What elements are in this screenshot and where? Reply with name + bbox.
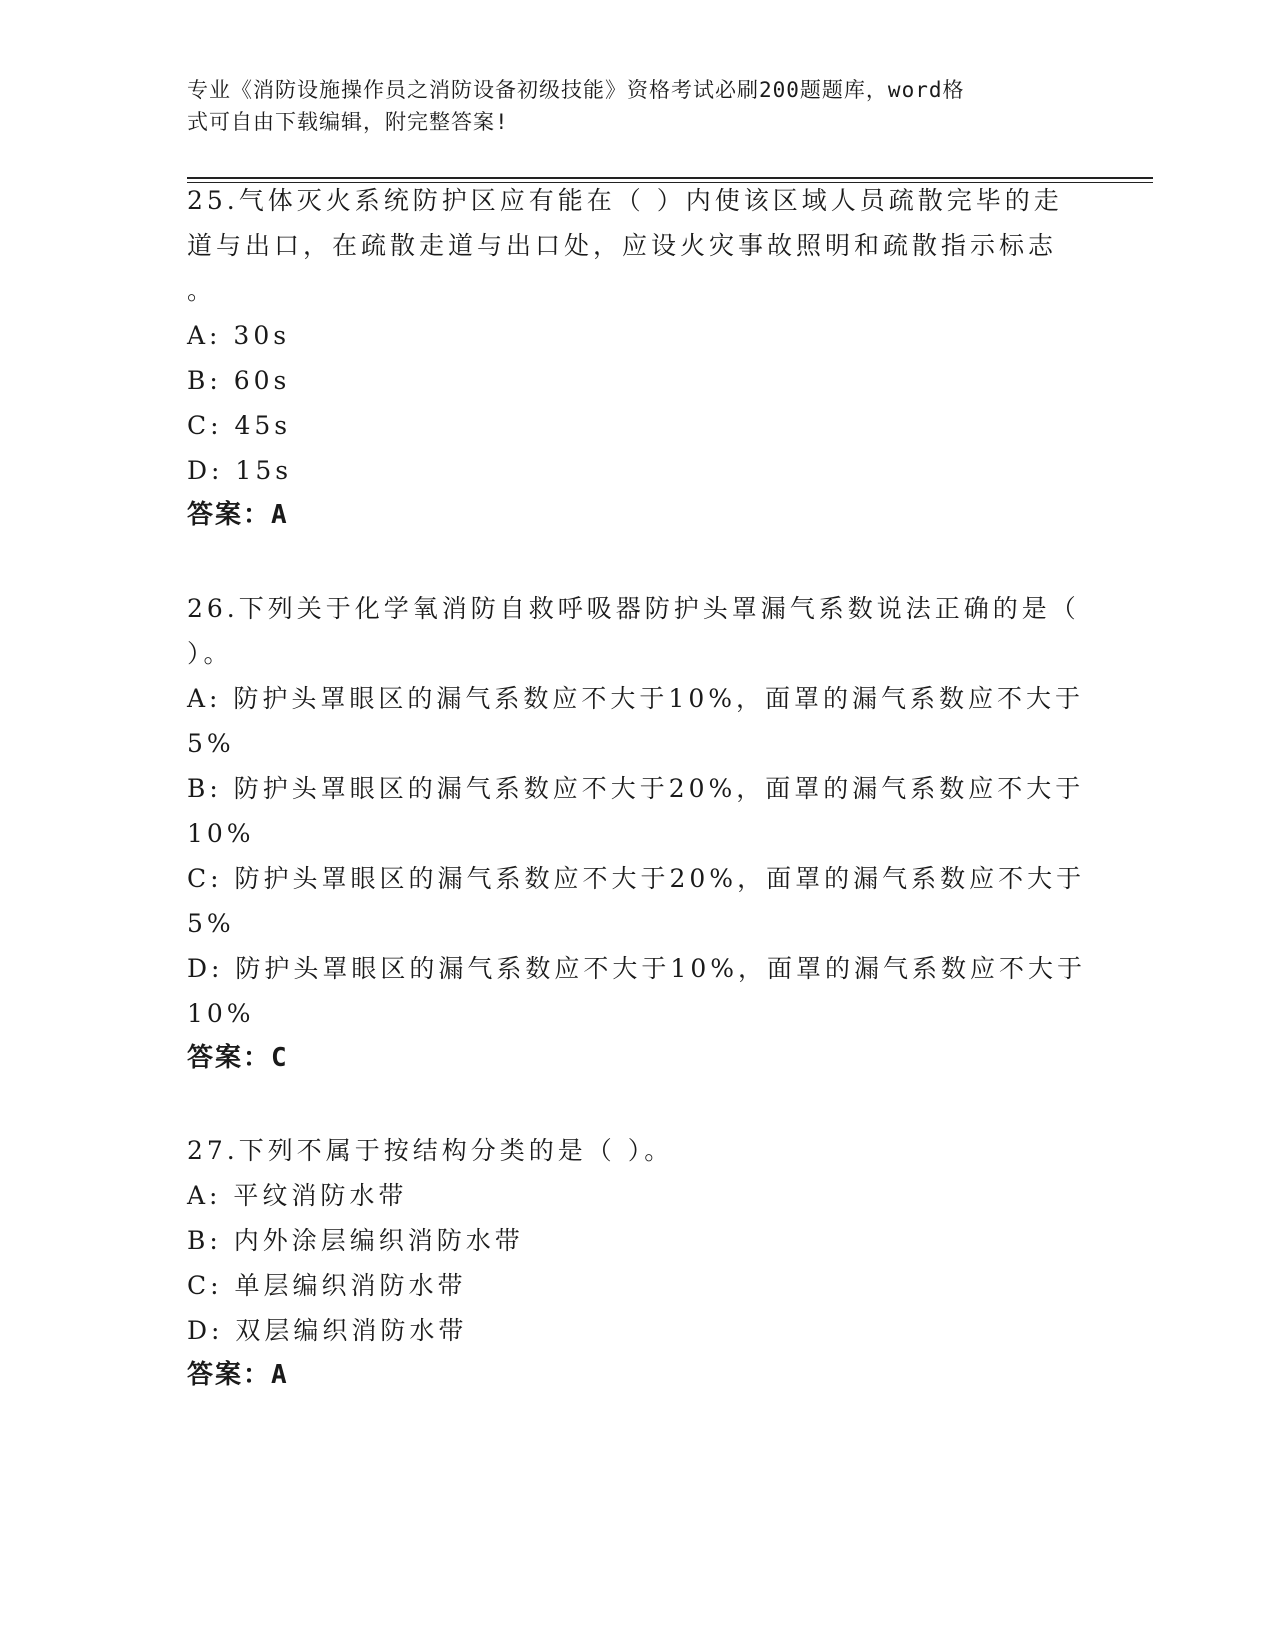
question-27 (187, 1128, 1087, 1398)
option-d: D: 防护头罩眼区的漏气系数应不大于10%，面罩的漏气系数应不大于 (187, 954, 1086, 983)
option-a: A: 防护头罩眼区的漏气系数应不大于10%，面罩的漏气系数应不大于 (187, 684, 1084, 713)
answer-label: 答案：C (187, 1043, 289, 1073)
option-c: C: 防护头罩眼区的漏气系数应不大于20%，面罩的漏气系数应不大于 (187, 864, 1086, 893)
question-stem-line: 25.气体灭火系统防护区应有能在（ ）内使该区域人员疏散完毕的走 (187, 186, 1063, 215)
option-d-continued: 10% (187, 999, 255, 1028)
option-b: B: 60s (187, 366, 291, 395)
option-b-continued: 10% (187, 819, 255, 848)
option-a: A: 30s (187, 321, 291, 350)
header-line-1: 专业《消防设施操作员之消防设备初级技能》资格考试必刷200题题库，word格 (187, 78, 965, 102)
option-c: C: 45s (187, 411, 292, 440)
answer-label: 答案：A (187, 1360, 289, 1390)
answer-label: 答案：A (187, 500, 289, 530)
document-header (187, 74, 1067, 138)
question-26 (187, 586, 1087, 1081)
question-stem-line: ）。 (187, 639, 233, 668)
question-stem-line: 26.下列关于化学氧消防自救呼吸器防护头罩漏气系数说法正确的是（ (187, 594, 1080, 623)
option-d: D: 15s (187, 456, 293, 485)
option-a: A: 平纹消防水带 (187, 1181, 408, 1210)
question-25 (187, 178, 1087, 538)
option-d: D: 双层编织消防水带 (187, 1316, 468, 1345)
question-stem-line: 27.下列不属于按结构分类的是（ ）。 (187, 1136, 674, 1165)
option-c-continued: 5% (187, 909, 235, 938)
question-stem-line: 。 (187, 276, 217, 305)
option-b: B: 防护头罩眼区的漏气系数应不大于20%，面罩的漏气系数应不大于 (187, 774, 1085, 803)
option-b: B: 内外涂层编织消防水带 (187, 1226, 524, 1255)
option-a-continued: 5% (187, 729, 235, 758)
option-c: C: 单层编织消防水带 (187, 1271, 467, 1300)
question-stem-line: 道与出口，在疏散走道与出口处，应设火灾事故照明和疏散指示标志 (187, 231, 1058, 260)
header-line-2: 式可自由下载编辑，附完整答案! (187, 110, 509, 134)
